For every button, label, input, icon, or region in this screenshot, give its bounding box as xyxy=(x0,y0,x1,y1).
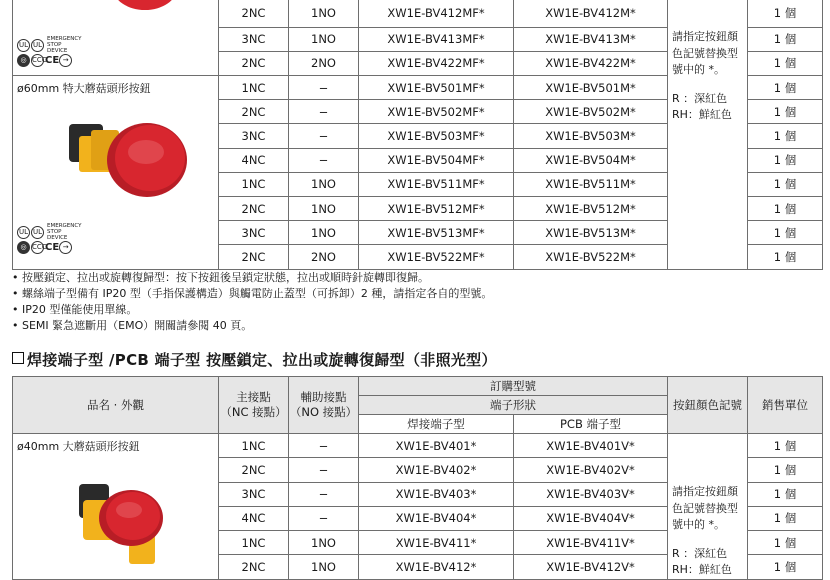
header-button-color: 按鈕顏色記號 xyxy=(668,377,748,434)
tuv-mark-icon: ◎ xyxy=(17,54,30,67)
note-item: • 按壓鎖定、拉出或旋轉復歸型：按下按鈕後呈鎖定狀態，拉出或順時針旋轉即復歸。 xyxy=(12,270,492,286)
table-row: 4NC − XW1E-BV404* XW1E-BV404V* 1 個 xyxy=(13,506,823,530)
emergency-button-60mm-image xyxy=(61,116,191,198)
table-row: 2NC 2NO XW1E-BV522MF* XW1E-BV522M* 1 個 xyxy=(13,245,823,269)
section-title: 焊接端子型 /PCB 端子型 按壓鎖定、拉出或旋轉復歸型（非照光型） xyxy=(12,349,497,370)
table-row: 3NC − XW1E-BV403* XW1E-BV403V* 1 個 xyxy=(13,482,823,506)
table-row: 2NC − XW1E-BV502MF* XW1E-BV502M* 1 個 xyxy=(13,100,823,124)
product-cell-60 xyxy=(13,76,219,270)
color-note: 請指定按鈕顏 色記號替換型 號中的 *。 R ：深紅色 RH：鮮紅色 xyxy=(668,27,748,269)
note-item: • SEMI 緊急遮斷用（EMO）開關請參閱 40 頁。 xyxy=(12,318,492,334)
emergency-stop-device-mark: EMERGENCY STOP DEVICE xyxy=(47,223,82,242)
color-note-top-spacer xyxy=(668,0,748,27)
table-row: 4NC − XW1E-BV504MF* XW1E-BV504M* 1 個 xyxy=(13,148,823,172)
table-row: 2NC 1NO XW1E-BV412* XW1E-BV412V* 1 個 xyxy=(13,555,823,579)
notes-list xyxy=(12,270,492,334)
order-table-2 xyxy=(12,376,823,580)
table-row: 1NC 1NO XW1E-BV511MF* XW1E-BV511M* 1 個 xyxy=(13,172,823,196)
emergency-button-image xyxy=(105,0,185,18)
certification-marks xyxy=(17,36,81,67)
ce-mark: CE xyxy=(45,242,60,254)
note-item: • IP20 型僅能使用單線。 xyxy=(12,302,492,318)
header-order-number: 訂購型號 xyxy=(359,377,668,396)
emergency-button-40mm-image xyxy=(69,472,179,572)
order-table-1 xyxy=(12,0,823,270)
note-item: • 螺絲端子型備有 IP20 型（手指保護構造）與觸電防止蓋型（可拆卸）2 種，請指定各自的型號。 xyxy=(12,286,492,302)
table-row: 3NC − XW1E-BV503MF* XW1E-BV503M* 1 個 xyxy=(13,124,823,148)
table-row: ø60mm 特大蘑菇頭形按鈕 UL ULEMERGENCY STOP DEVICE ◎ CCCCE → 1NC − XW1E-BV501MF* XW1E-BV501M* 1 個 xyxy=(13,76,823,100)
table-row: UL ULEMERGENCY STOP DEVICE ◎ CCCCE → 2NC 1NO XW1E-BV412MF* XW1E-BV412M* 1 個 xyxy=(13,0,823,27)
ccc-mark-icon: CCC xyxy=(31,241,44,254)
table-row: 1NC 1NO XW1E-BV411* XW1E-BV411V* 1 個 xyxy=(13,531,823,555)
table-row: 2NC 2NO XW1E-BV422MF* XW1E-BV422M* 1 個 xyxy=(13,51,823,75)
ul-listed-mark-icon: UL xyxy=(31,226,44,239)
table-row: 3NC 1NO XW1E-BV513MF* XW1E-BV513M* 1 個 xyxy=(13,221,823,245)
ul-listed-mark-icon: UL xyxy=(31,39,44,52)
header-main-contact: 主接點 （NC 接點） xyxy=(219,377,289,434)
header-sales-unit: 銷售單位 xyxy=(748,377,823,434)
header-pcb: PCB 端子型 xyxy=(514,415,668,434)
header-aux-contact: 輔助接點 （NO 接點） xyxy=(289,377,359,434)
ul-mark-icon: UL xyxy=(17,226,30,239)
checkbox-square-icon xyxy=(12,352,24,364)
tuv-mark-icon: ◎ xyxy=(17,241,30,254)
product-cell-40-continued xyxy=(13,0,219,76)
product-name: ø60mm 特大蘑菇頭形按鈕 xyxy=(17,82,151,96)
header-terminal-shape: 端子形狀 xyxy=(359,396,668,415)
ul-mark-icon: UL xyxy=(17,39,30,52)
table-row: 2NC 1NO XW1E-BV512MF* XW1E-BV512M* 1 個 xyxy=(13,197,823,221)
ccc-mark-icon: CCC xyxy=(31,54,44,67)
product-cell-40 xyxy=(13,434,219,580)
certification-marks xyxy=(17,223,81,254)
table-row: ø40mm 大蘑菇頭形按鈕 1NC − XW1E-BV401* XW1E-BV401V* 請指定按鈕顏 色記號替換型 號中的 *。 R ：深紅色 RH：鮮紅色 1 個 xyxy=(13,434,823,458)
header-product: 品名 · 外觀 xyxy=(13,377,219,434)
arrow-mark-icon: → xyxy=(59,54,72,67)
arrow-mark-icon: → xyxy=(59,241,72,254)
table-row: 3NC 1NO XW1E-BV413MF* XW1E-BV413M* 請指定按鈕顏 色記號替換型 號中的 *。 R ：深紅色 RH：鮮紅色 1 個 xyxy=(13,27,823,51)
table-header-row xyxy=(13,377,823,396)
product-name: ø40mm 大蘑菇頭形按鈕 xyxy=(17,440,140,453)
header-solder: 焊接端子型 xyxy=(359,415,514,434)
ce-mark: CE xyxy=(45,55,60,66)
table-row: 2NC − XW1E-BV402* XW1E-BV402V* 1 個 xyxy=(13,458,823,482)
emergency-stop-device-mark: EMERGENCY STOP DEVICE xyxy=(47,36,82,54)
color-note: 請指定按鈕顏 色記號替換型 號中的 *。 R ：深紅色 RH：鮮紅色 xyxy=(668,434,748,580)
